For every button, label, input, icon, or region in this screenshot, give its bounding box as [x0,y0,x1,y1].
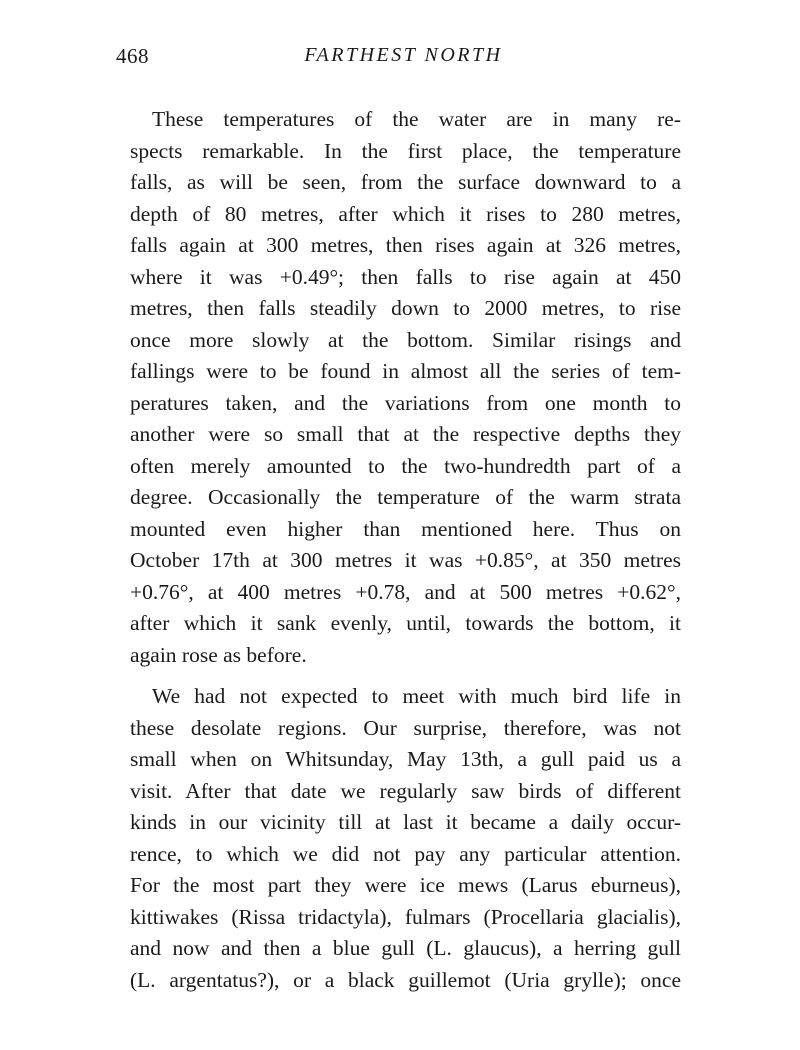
text-line: falls, as will be seen, from the surface downward to a [130,170,681,194]
text-line: falls again at 300 metres, then rises again at 326 metres, [130,233,681,257]
page-number: 468 [116,44,149,68]
text-line: For the most part they were ice mews (Larus eburneus), [130,873,681,897]
text-line: visit. After that date we regularly saw birds of different [130,778,681,803]
text-line: We had not expected to meet with much bird life in [152,684,681,708]
running-head [116,44,691,74]
text-line: These temperatures of the water are in many re- [152,107,681,131]
text-line: metres, then falls steadily down to 2000 metres, to rise [130,296,681,320]
text-line: depth of 80 metres, after which it rises to 280 metres, [130,201,681,226]
text-line: small when on Whitsunday, May 13th, a gull paid us a [130,747,681,771]
text-line: often merely amounted to the two-hundredth part of a [130,453,681,478]
text-line: where it was +0.49°; then falls to rise again at 450 [130,264,681,289]
text-line: (L. argentatus?), or a black guillemot (Uria grylle); once [130,967,681,992]
text-line: fallings were to be found in almost all the series of tem- [130,359,681,383]
body-text [130,104,681,996]
text-line: +0.76°, at 400 metres +0.78, and at 500 metres +0.62°, [130,579,681,604]
paragraph-2 [130,681,681,996]
running-title: FARTHEST NORTH [304,44,503,66]
paragraph-1 [130,104,681,671]
text-line: kinds in our vicinity till at last it became a daily occur- [130,810,681,834]
text-line: once more slowly at the bottom. Similar risings and [130,327,681,352]
text-line: peratures taken, and the variations from one month to [130,390,681,415]
text-line: these desolate regions. Our surprise, therefore, was not [130,715,681,740]
text-line: and now and then a blue gull (L. glaucus), a herring gull [130,936,681,960]
text-line: spects remarkable. In the first place, the temperature [130,138,681,163]
text-line: again rose as before. [130,642,307,667]
text-line: after which it sank evenly, until, towards the bottom, it [130,611,681,635]
text-line: mounted even higher than mentioned here. Thus on [130,516,681,541]
text-line: another were so small that at the respective depths they [130,422,681,446]
text-line: rence, to which we did not pay any particular attention. [130,841,681,866]
text-line: degree. Occasionally the temperature of the warm strata [130,485,681,509]
text-line: kittiwakes (Rissa tridactyla), fulmars (Procellaria glacialis), [130,904,681,929]
text-line: October 17th at 300 metres it was +0.85°, at 350 metres [130,548,681,572]
paragraph-gap [130,671,681,681]
